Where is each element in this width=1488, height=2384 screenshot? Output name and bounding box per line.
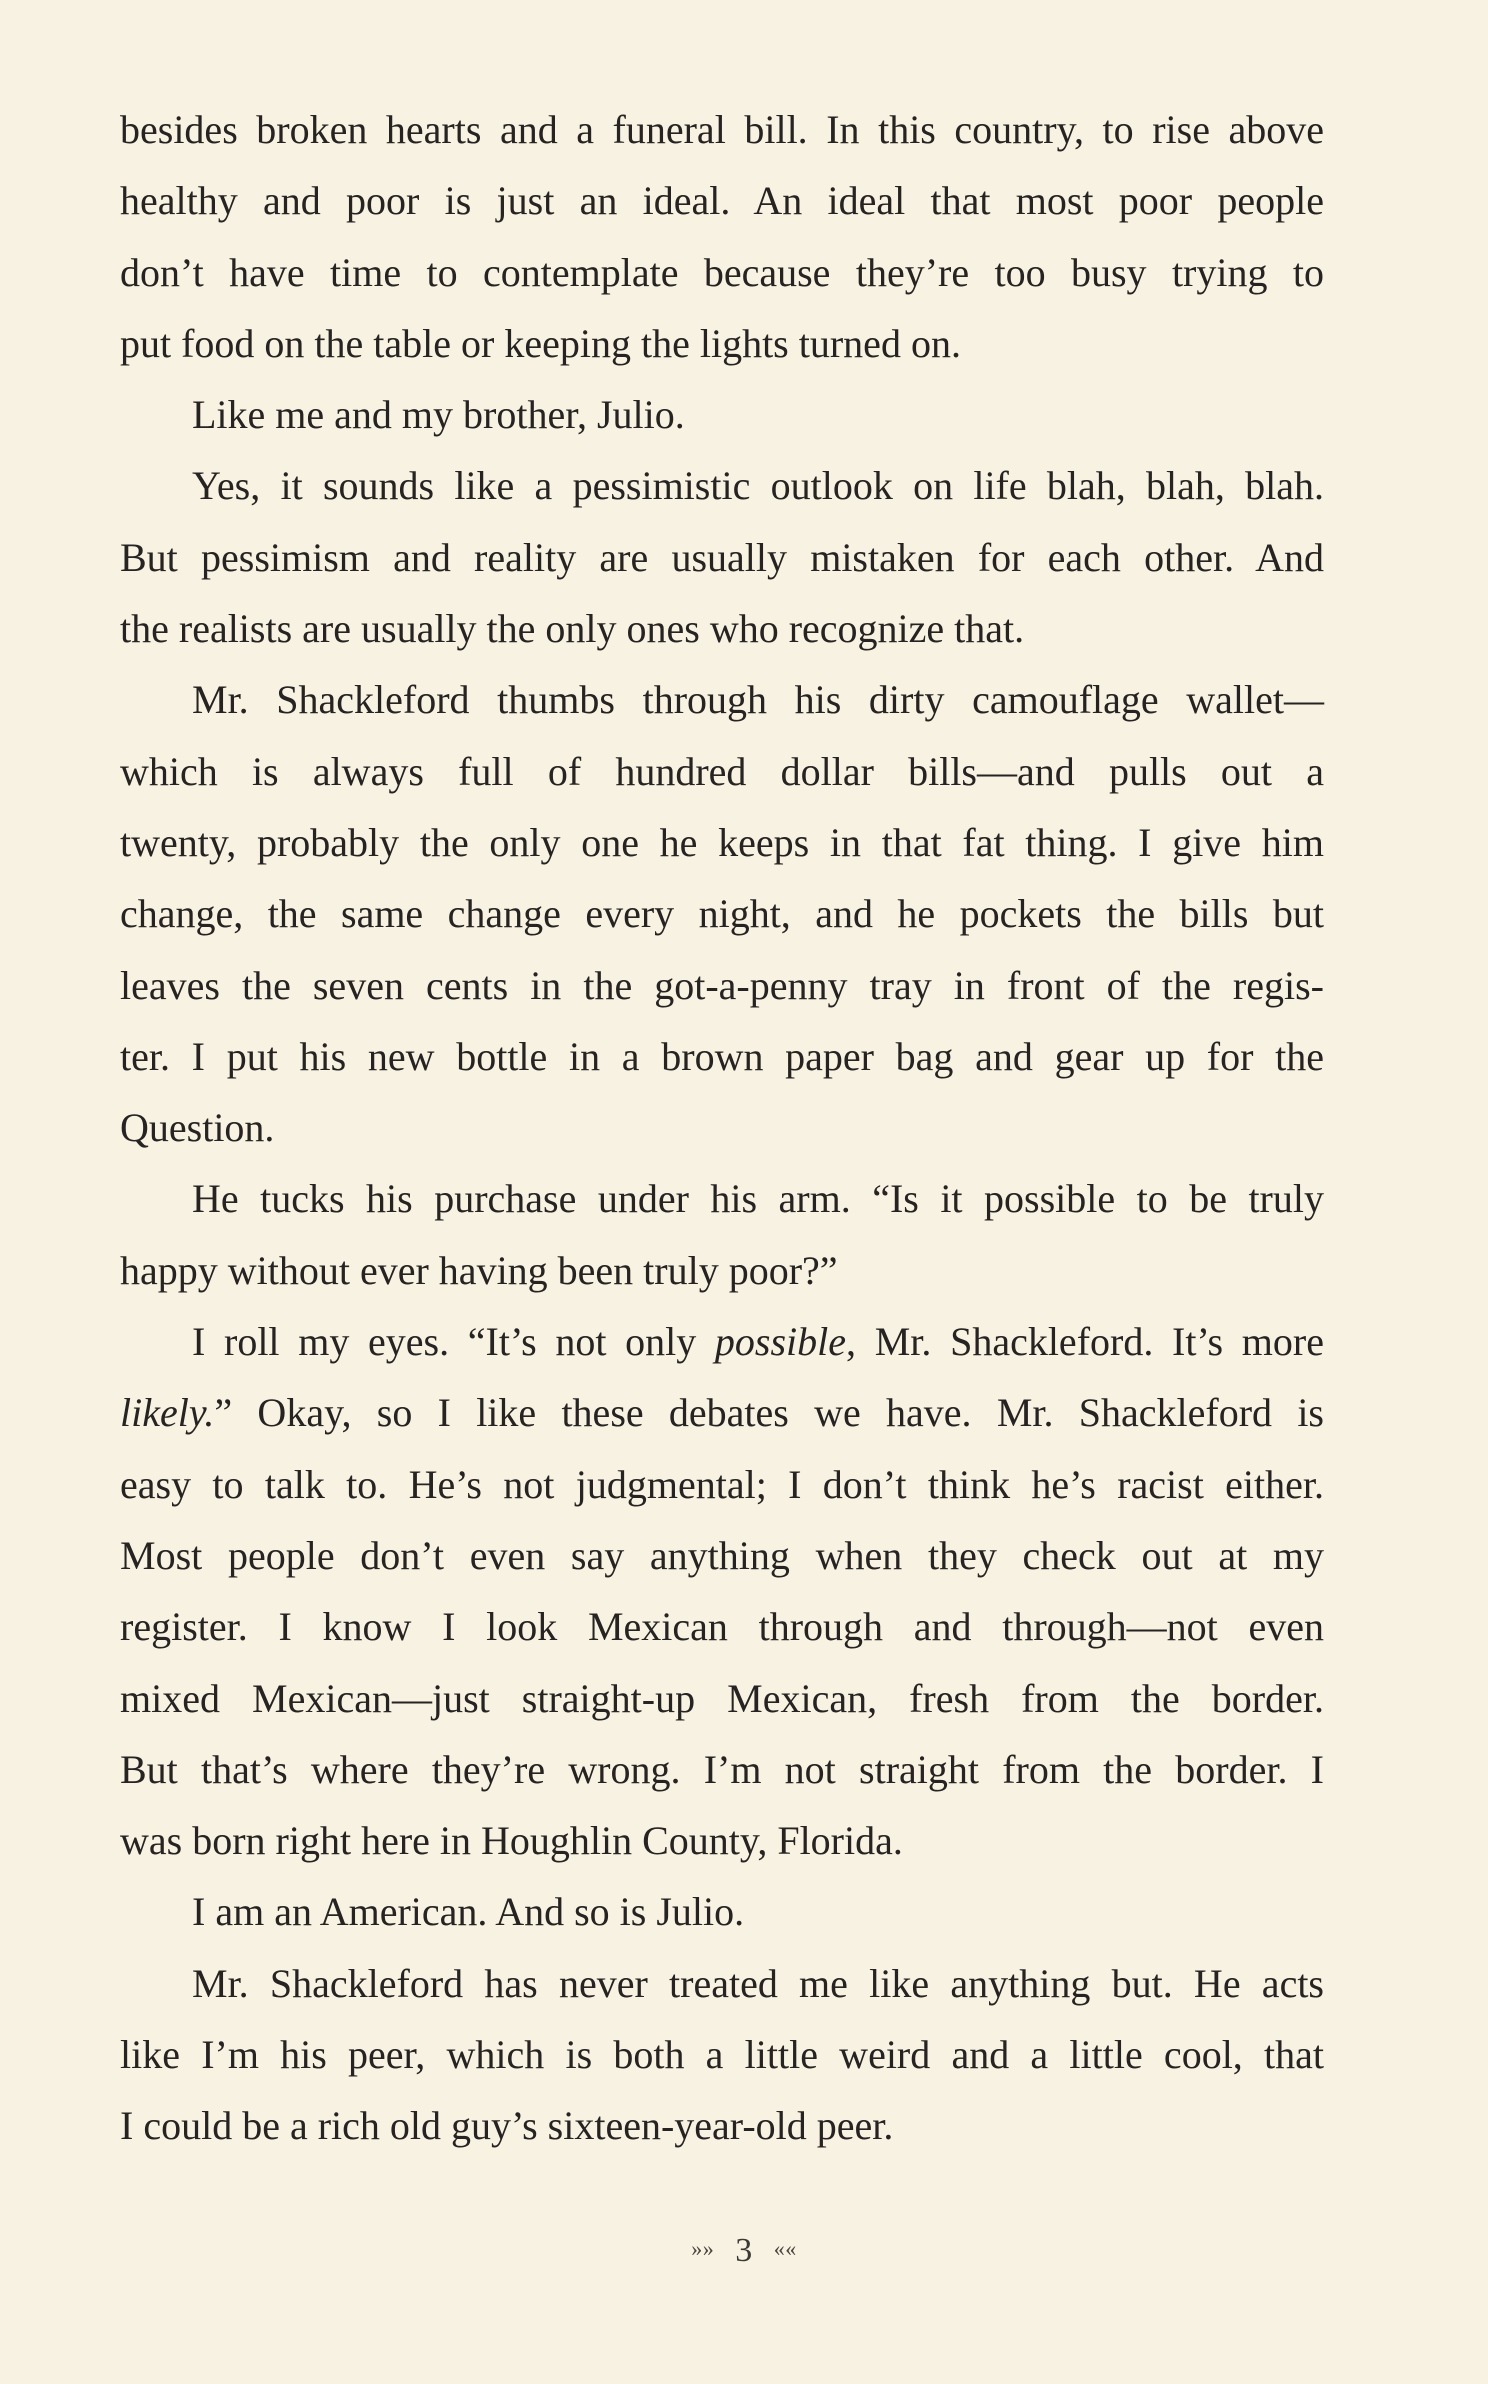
text-line: besides broken hearts and a funeral bill. In this country, to rise above: [120, 107, 1324, 152]
text-line: change, the same change every night, and he pockets the bills but: [120, 891, 1324, 937]
text-line: leaves the seven cents in the got-a-penny tray in front of the regis-: [120, 962, 1324, 1008]
text-line: But pessimism and reality are usually mistaken for each other. And: [120, 534, 1324, 580]
text-line: mixed Mexican—just straight-up Mexican, fresh from the border.: [120, 1675, 1324, 1721]
text-line: happy without ever having been truly poor?”: [120, 1247, 838, 1293]
text-line: He tucks his purchase under his arm. “Is it possible to be truly: [192, 1176, 1324, 1222]
text-line: I could be a rich old guy’s sixteen-year-old peer.: [120, 2103, 894, 2149]
text-line: put food on the table or keeping the lights turned on.: [120, 320, 961, 366]
ornament-left: »»: [691, 2236, 715, 2261]
text-line: Mr. Shackleford thumbs through his dirty camouflage wallet—: [192, 677, 1324, 723]
text-line: Yes, it sounds like a pessimistic outlook on life blah, blah, blah.: [192, 463, 1324, 509]
body-text: [120, 94, 1324, 2162]
text-line: Question.: [120, 1105, 275, 1151]
text-line: I roll my eyes. “It’s not only possible, Mr. Shackleford. It’s more: [192, 1319, 1324, 1365]
text-line: twenty, probably the only one he keeps in that fat thing. I give him: [120, 819, 1324, 865]
text-line: Mr. Shackleford has never treated me like anything but. He acts: [192, 1960, 1324, 2006]
text-line: healthy and poor is just an ideal. An ideal that most poor people: [120, 178, 1324, 224]
text-line: ter. I put his new bottle in a brown paper bag and gear up for the: [120, 1033, 1324, 1079]
text-line: easy to talk to. He’s not judgmental; I don’t think he’s racist either.: [120, 1461, 1324, 1507]
text-line: Most people don’t even say anything when they check out at my: [120, 1532, 1324, 1578]
text-line: I am an American. And so is Julio.: [192, 1889, 745, 1935]
ornament-right: ««: [773, 2236, 797, 2261]
text-line: the realists are usually the only ones who recognize that.: [120, 606, 1025, 652]
text-line: which is always full of hundred dollar bills—and pulls out a: [120, 748, 1324, 794]
text-line: was born right here in Houghlin County, Florida.: [120, 1818, 903, 1864]
text-line: register. I know I look Mexican through and through—not even: [120, 1604, 1324, 1650]
text-line: likely.” Okay, so I like these debates we have. Mr. Shackleford is: [120, 1390, 1324, 1436]
text-line: Like me and my brother, Julio.: [192, 392, 685, 438]
text-line: like I’m his peer, which is both a little weird and a little cool, that: [120, 2032, 1324, 2078]
page-number: 3: [735, 2232, 753, 2269]
text-line: But that’s where they’re wrong. I’m not straight from the border. I: [120, 1746, 1324, 1792]
text-line: don’t have time to contemplate because they’re too busy trying to: [120, 249, 1324, 295]
page-footer: [0, 2232, 1488, 2270]
